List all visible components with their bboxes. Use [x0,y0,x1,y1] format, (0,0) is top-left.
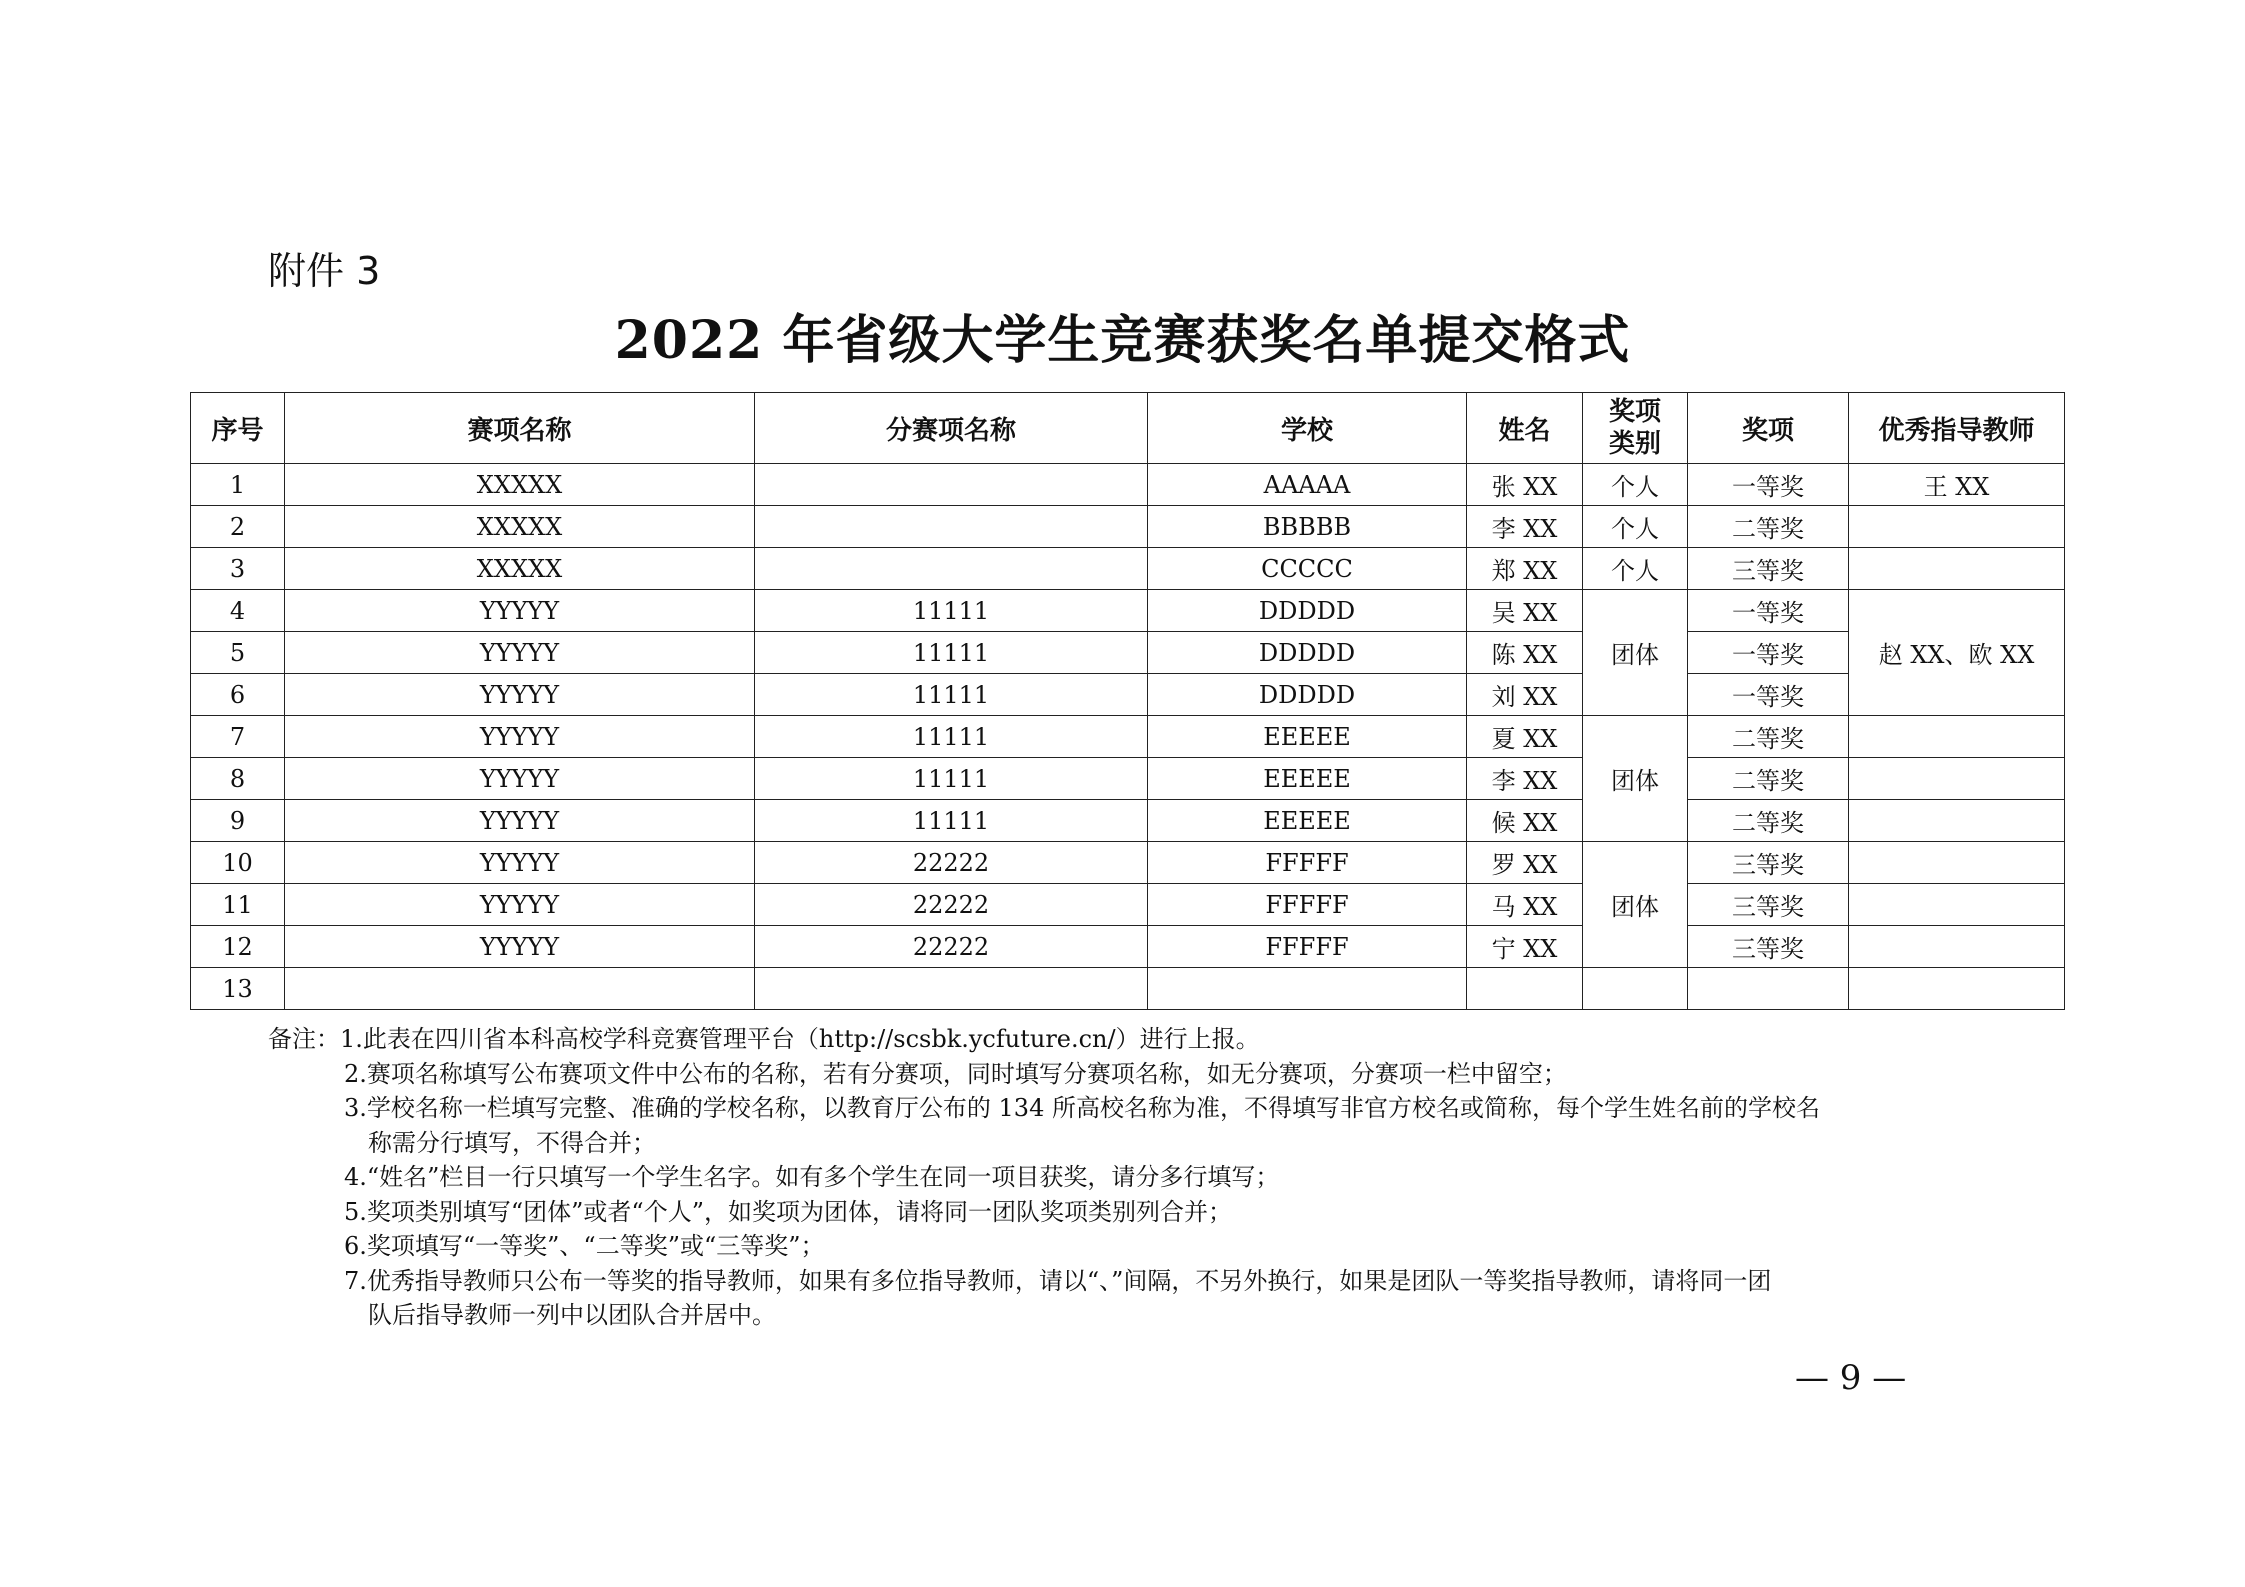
cell-category-merged: 团体 [1583,716,1688,842]
cell-name: 张 XX [1467,464,1583,506]
cell-name: 郑 XX [1467,548,1583,590]
cell-name [1467,968,1583,1010]
cell-school [1148,968,1467,1010]
cell-sub-event [755,464,1148,506]
table-row [191,968,2065,1010]
table-row [191,548,2065,590]
cell-seq: 11 [191,884,285,926]
cell-award: 一等奖 [1688,632,1849,674]
note-line: 3.学校名称一栏填写完整、准确的学校名称，以教育厅公布的 134 所高校名称为准，不得填写非官方校名或简称，每个学生姓名前的学校名 [344,1094,1820,1122]
cell-seq: 1 [191,464,285,506]
table-header-row [191,393,2065,464]
cell-award [1688,968,1849,1010]
cell-seq: 8 [191,758,285,800]
cell-name: 夏 XX [1467,716,1583,758]
cell-seq: 2 [191,506,285,548]
cell-teacher [1849,800,2065,842]
cell-event: YYYYY [285,716,755,758]
cell-sub-event: 11111 [755,674,1148,716]
cell-seq: 3 [191,548,285,590]
cell-sub-event: 11111 [755,632,1148,674]
cell-event [285,968,755,1010]
cell-award: 二等奖 [1688,506,1849,548]
cell-teacher [1849,842,2065,884]
cell-school: FFFFF [1148,926,1467,968]
cell-award: 三等奖 [1688,548,1849,590]
table-row [191,884,2065,926]
cell-school: EEEEE [1148,758,1467,800]
header-name: 姓名 [1467,393,1583,464]
cell-school: FFFFF [1148,884,1467,926]
cell-award: 一等奖 [1688,464,1849,506]
attachment-label: 附件 3 [268,249,381,293]
note-line: 2.赛项名称填写公布赛项文件中公布的名称，若有分赛项，同时填写分赛项名称，如无分赛项，分赛项一栏中留空； [344,1059,1567,1088]
cell-seq: 4 [191,590,285,632]
cell-event: YYYYY [285,884,755,926]
cell-award: 三等奖 [1688,884,1849,926]
table-row [191,506,2065,548]
page-number: — 9 — [1795,1358,1907,1398]
cell-sub-event: 22222 [755,926,1148,968]
note-line: 7.优秀指导教师只公布一等奖的指导教师，如果有多位指导教师，请以“、”间隔，不另外换行，如果是团队一等奖指导教师，请将同一团 [344,1266,1772,1295]
cell-event: YYYYY [285,800,755,842]
note-line: 备注：1.此表在四川省本科高校学科竞赛管理平台（http://scsbk.ycfuture.cn/）进行上报。 [268,1025,1260,1053]
notes-block [268,1022,1820,1333]
cell-seq: 7 [191,716,285,758]
cell-school: EEEEE [1148,800,1467,842]
header-category-line2: 类别 [1608,429,1661,459]
cell-event: YYYYY [285,674,755,716]
cell-sub-event: 11111 [755,590,1148,632]
note-line: 4.“姓名”栏目一行只填写一个学生名字。如有多个学生在同一项目获奖，请分多行填写； [344,1163,1280,1191]
cell-sub-event [755,506,1148,548]
cell-name: 李 XX [1467,506,1583,548]
cell-award: 二等奖 [1688,716,1849,758]
cell-category-merged: 团体 [1583,590,1688,716]
cell-school: DDDDD [1148,632,1467,674]
cell-event: YYYYY [285,590,755,632]
header-award: 奖项 [1688,393,1849,464]
table-row [191,716,2065,758]
cell-seq: 6 [191,674,285,716]
cell-school: CCCCC [1148,548,1467,590]
cell-seq: 10 [191,842,285,884]
cell-name: 李 XX [1467,758,1583,800]
cell-category: 个人 [1583,464,1688,506]
cell-teacher [1849,716,2065,758]
cell-school: DDDDD [1148,590,1467,632]
cell-name: 陈 XX [1467,632,1583,674]
cell-award: 一等奖 [1688,674,1849,716]
cell-event: YYYYY [285,758,755,800]
cell-seq: 12 [191,926,285,968]
header-school: 学校 [1148,393,1467,464]
cell-seq: 5 [191,632,285,674]
cell-sub-event: 22222 [755,884,1148,926]
cell-seq: 13 [191,968,285,1010]
award-table [190,392,2065,1010]
cell-category: 个人 [1583,506,1688,548]
cell-award: 二等奖 [1688,758,1849,800]
cell-school: AAAAA [1148,464,1467,506]
cell-event: YYYYY [285,926,755,968]
cell-name: 宁 XX [1467,926,1583,968]
cell-teacher-merged: 赵 XX、欧 XX [1849,590,2065,716]
table-row [191,464,2065,506]
header-category [1583,393,1688,464]
table-row [191,590,2065,632]
header-event: 赛项名称 [285,393,755,464]
cell-teacher: 王 XX [1849,464,2065,506]
cell-name: 马 XX [1467,884,1583,926]
cell-school: FFFFF [1148,842,1467,884]
cell-teacher [1849,548,2065,590]
cell-teacher [1849,968,2065,1010]
cell-name: 刘 XX [1467,674,1583,716]
table-row [191,800,2065,842]
cell-sub-event: 11111 [755,758,1148,800]
cell-teacher [1849,884,2065,926]
header-seq: 序号 [191,393,285,464]
cell-event: YYYYY [285,842,755,884]
cell-sub-event: 22222 [755,842,1148,884]
table-row [191,758,2065,800]
cell-award: 一等奖 [1688,590,1849,632]
table-row [191,674,2065,716]
header-teacher: 优秀指导教师 [1849,393,2065,464]
cell-seq: 9 [191,800,285,842]
cell-event: XXXXX [285,506,755,548]
table-row [191,926,2065,968]
cell-event: XXXXX [285,464,755,506]
cell-category-merged: 团体 [1583,842,1688,968]
header-sub-event: 分赛项名称 [755,393,1148,464]
table-row [191,842,2065,884]
cell-name: 候 XX [1467,800,1583,842]
note-line: 6.奖项填写“一等奖”、“二等奖”或“三等奖”； [344,1232,825,1260]
cell-event: YYYYY [285,632,755,674]
cell-teacher [1849,758,2065,800]
cell-award: 二等奖 [1688,800,1849,842]
cell-name: 吴 XX [1467,590,1583,632]
note-line: 队后指导教师一列中以团队合并居中。 [368,1301,776,1329]
cell-sub-event: 11111 [755,800,1148,842]
note-line: 称需分行填写，不得合并； [368,1128,656,1157]
cell-event: XXXXX [285,548,755,590]
cell-teacher [1849,506,2065,548]
cell-sub-event [755,548,1148,590]
cell-school: EEEEE [1148,716,1467,758]
cell-name: 罗 XX [1467,842,1583,884]
cell-award: 三等奖 [1688,842,1849,884]
cell-teacher [1849,926,2065,968]
cell-sub-event: 11111 [755,716,1148,758]
table-row [191,632,2065,674]
document-title: 2022 年省级大学生竞赛获奖名单提交格式 [614,310,1631,371]
header-category-line1: 奖项 [1608,397,1661,427]
cell-category: 个人 [1583,548,1688,590]
cell-category [1583,968,1688,1010]
cell-sub-event [755,968,1148,1010]
cell-school: BBBBB [1148,506,1467,548]
note-line: 5.奖项类别填写“团体”或者“个人”，如奖项为团体，请将同一团队奖项类别列合并； [344,1197,1232,1226]
cell-school: DDDDD [1148,674,1467,716]
cell-award: 三等奖 [1688,926,1849,968]
